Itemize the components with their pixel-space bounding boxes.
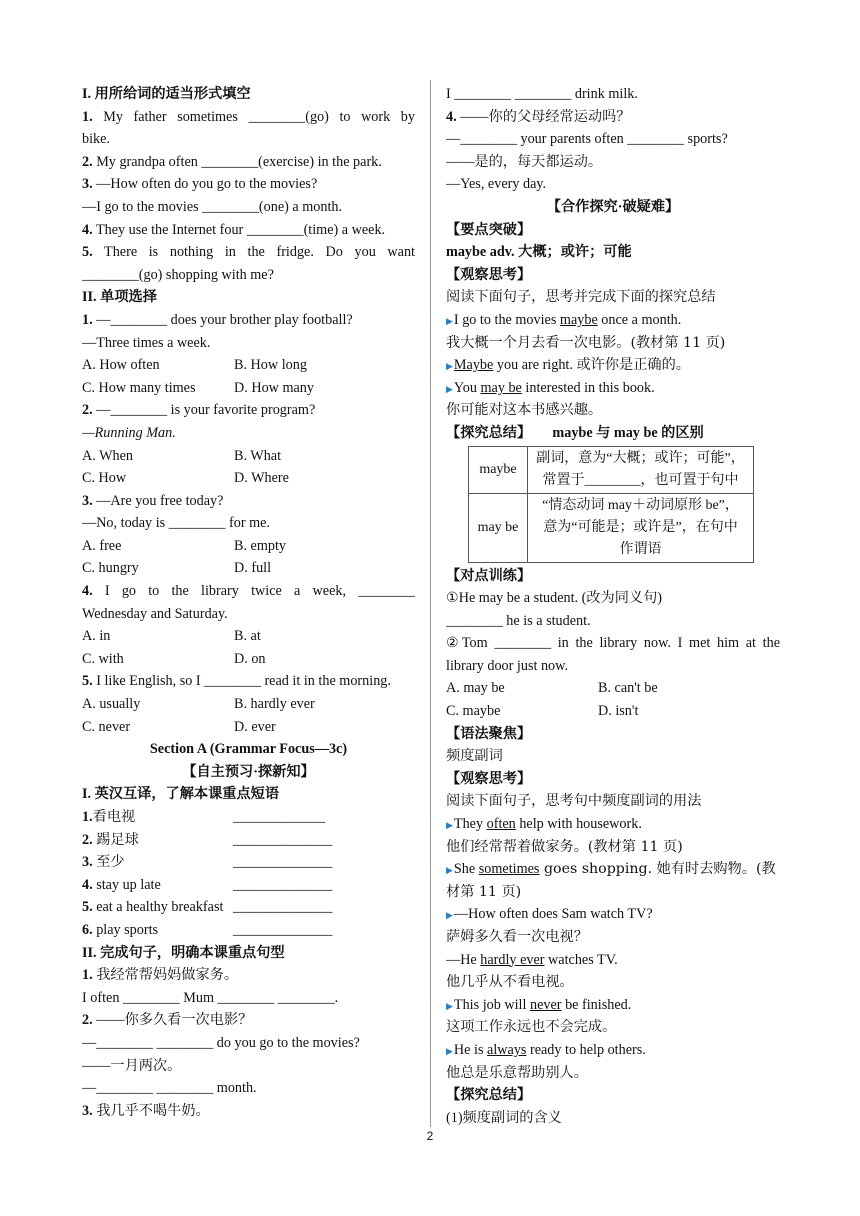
option-c: C. How [82,470,127,487]
mc-item-2: 2. —________ is your favorite program? —Running Man. A. When B. What C. How D. Where [82,399,415,489]
sentence-line: —________ your parents often ________ sports? [446,131,728,148]
triangle-bullet-icon: ▶ [446,383,453,394]
drill-2-cont: library door just now. [446,657,569,674]
option-a: A. When [82,447,133,464]
key-points-heading: 【要点突破】 [446,221,532,238]
drill-1: ①He may be a student. (改为同义句) [446,590,663,607]
summary2-heading: 【探究总结】 [446,1087,532,1104]
grammar-example-6-cn: 他总是乐意帮助别人。 [446,1064,588,1081]
triangle-bullet-icon: ▶ [446,361,453,372]
fill-item-3-cont: —I go to the movies ________(one) a month. [82,198,343,215]
section-title-sentences: II. 完成句子，明确本课重点句型 [82,944,285,961]
option-a: A. usually [82,696,141,713]
sentence-line: 4. ——你的父母经常运动吗？ [446,108,631,125]
table-cell: “情态动词 may＋动词原形 be”， 意为“可能是；或许是”，在句中 作谓语 [528,493,754,562]
mc-item-1: 1. —________ does your brother play football? —Three times a week. A. How often B. How long C. How many times D. How many [82,309,415,399]
sentence-line: —Yes, every day. [446,176,547,193]
sentence-line: ——一月两次。 [82,1057,182,1074]
sentence-line: 1. 我经常帮妈妈做家务。 [82,967,239,984]
maybe-title: maybe adv. 大概；或许；可能 [446,244,632,261]
triangle-bullet-icon: ▶ [446,315,453,326]
grammar-heading: 【语法聚焦】 [446,725,532,742]
sentence-list [82,964,415,1122]
sentence-line: 3. 我几乎不喝牛奶。 [82,1102,210,1119]
grammar-example-4: —He hardly ever watches TV. [446,951,618,968]
section-heading: Section A (Grammar Focus—3c) [149,741,348,758]
grammar-example-3-cn: 萨姆多久看一次电视？ [446,929,588,945]
option-d: D. full [234,560,272,577]
table-cell: maybe [469,446,528,493]
phrase-item-4: 4. stay up late ______________ [82,876,333,893]
option-c: C. with [82,650,124,667]
grammar-example-6: ▶He is always ready to help others. [446,1041,646,1058]
page-number: 2 [426,1129,434,1143]
example-2: ▶Maybe you are right. 或许你是正确的。 [446,357,690,374]
table-cell: 副词，意为“大概；或许；可能”， 常置于________，也可置于句中 [528,446,754,493]
grammar-title: 频度副词 [446,748,503,765]
example-3-cn: 你可能对这本书感兴趣。 [446,402,603,419]
option-b: B. hardly ever [234,696,315,713]
fill-blank-list [82,106,415,287]
sentence-line: ——是的，每天都运动。 [446,153,603,170]
grammar-example-3: ▶—How often does Sam watch TV? [446,906,653,923]
fill-item-1-cont: bike. [82,131,110,148]
triangle-bullet-icon: ▶ [446,820,453,831]
option-c: C. never [82,718,131,735]
summary-heading: 【探究总结】 maybe 与 may be 的区别 [446,424,704,441]
phrase-item-5: 5. eat a healthy breakfast ______________ [82,899,333,916]
sentence-line: —________ ________ month. [82,1080,257,1097]
sentence-line: 2. ——你多久看一次电影？ [82,1012,253,1029]
sentence-line: —________ ________ do you go to the movies? [82,1034,360,1051]
right-column [446,83,780,1129]
fill-item-3: 3. —How often do you go to the movies? [82,176,318,193]
grammar-example-4-cn: 他几乎从不看电视。 [446,974,574,991]
section-title-fill-blank: I. 用所给词的适当形式填空 [82,86,251,102]
option-d: D. Where [234,470,289,487]
option-a: A. free [82,537,122,554]
table-row [469,446,754,493]
option-d: D. How many [234,379,314,396]
triangle-bullet-icon: ▶ [446,1000,453,1011]
comparison-table [468,446,754,563]
drill-1-answer: ________ he is a student. [446,612,591,629]
observe-heading: 【观察思考】 [446,266,532,283]
option-b: B. at [234,628,261,645]
preview-heading: 【自主预习·探新知】 [182,763,315,780]
grammar-example-1-cn: 他们经常帮着做家务。(教材第 11 页) [446,838,683,855]
option-d: D. isn't [598,703,639,720]
mc-item-4: 4. I go to the library twice a week, ________ Wednesday and Saturday. A. in B. at C. with D. on [82,580,415,670]
option-c: C. maybe [446,703,501,720]
table-cell: may be [469,493,528,562]
option-a: A. How often [82,357,160,374]
observe2-heading: 【观察思考】 [446,770,532,787]
sentence-line: I often ________ Mum ________ ________. [82,989,339,1006]
fill-item-2: 2. My grandpa often ________(exercise) in the park. [82,153,382,170]
fill-item-5: 5. There is nothing in the fridge. Do you want [82,244,415,261]
option-a: A. may be [446,680,505,697]
left-column [82,83,415,1122]
section-title-translation: I. 英汉互译，了解本课重点短语 [82,786,280,803]
option-c: C. hungry [82,560,139,577]
option-b: B. empty [234,537,287,554]
coop-heading: 【合作探究·破疑难】 [546,198,680,215]
grammar-example-1: ▶They often help with housework. [446,816,642,833]
drill-heading: 【对点训练】 [446,567,532,584]
observe-intro: 阅读下面句子，思考并完成下面的探究总结 [446,289,716,306]
triangle-bullet-icon: ▶ [446,865,453,876]
phrase-item-6: 6. play sports ______________ [82,921,333,938]
grammar-example-2: ▶She sometimes goes shopping. 她有时去购物。(教 [446,861,776,878]
option-b: B. can't be [598,680,658,697]
fill-item-4: 4. They use the Internet four ________(time) a week. [82,221,386,238]
column-divider [430,80,431,1127]
mc-item-3: 3. —Are you free today? —No, today is ________ for me. A. free B. empty C. hungry D. full [82,490,415,580]
option-d: D. on [234,650,266,667]
drill-2: ②Tom ________ in the library now. I met him at the [446,635,780,652]
section-title-multiple-choice: II. 单项选择 [82,289,157,306]
grammar-example-5: ▶This job will never be finished. [446,996,632,1013]
option-d: D. ever [234,718,276,735]
table-row [469,493,754,562]
option-b: B. What [234,447,282,464]
phrase-item-2: 2. 踢足球 ______________ [82,831,333,848]
example-3: ▶You may be interested in this book. [446,379,655,396]
grammar-example-5-cn: 这项工作永远也不会完成。 [446,1019,617,1036]
triangle-bullet-icon: ▶ [446,910,453,921]
fill-item-5-cont: ________(go) shopping with me? [82,266,274,283]
summary2-item: (1)频度副词的含义 [446,1109,562,1126]
option-b: B. How long [234,357,307,374]
observe2-intro: 阅读下面句子，思考句中频度副词的用法 [446,793,702,810]
example-1-cn: 我大概一个月去看一次电影。(教材第 11 页) [446,334,726,351]
option-c: C. How many times [82,379,196,396]
phrase-item-1: 1.看电视 _____________ [82,809,326,825]
option-a: A. in [82,628,111,645]
example-1: ▶I go to the movies maybe once a month. [446,311,682,328]
fill-item-1: 1. My father sometimes ________(go) to work by [82,108,415,125]
phrase-item-3: 3. 至少 ______________ [82,854,333,871]
sentence-line: I ________ ________ drink milk. [446,86,638,102]
mc-item-5: 5. I like English, so I ________ read it in the morning. A. usually B. hardly ever C. never D. ever [82,670,415,738]
phrase-list [82,806,415,942]
triangle-bullet-icon: ▶ [446,1045,453,1056]
grammar-example-2-cont: 材第 11 页) [446,883,522,900]
